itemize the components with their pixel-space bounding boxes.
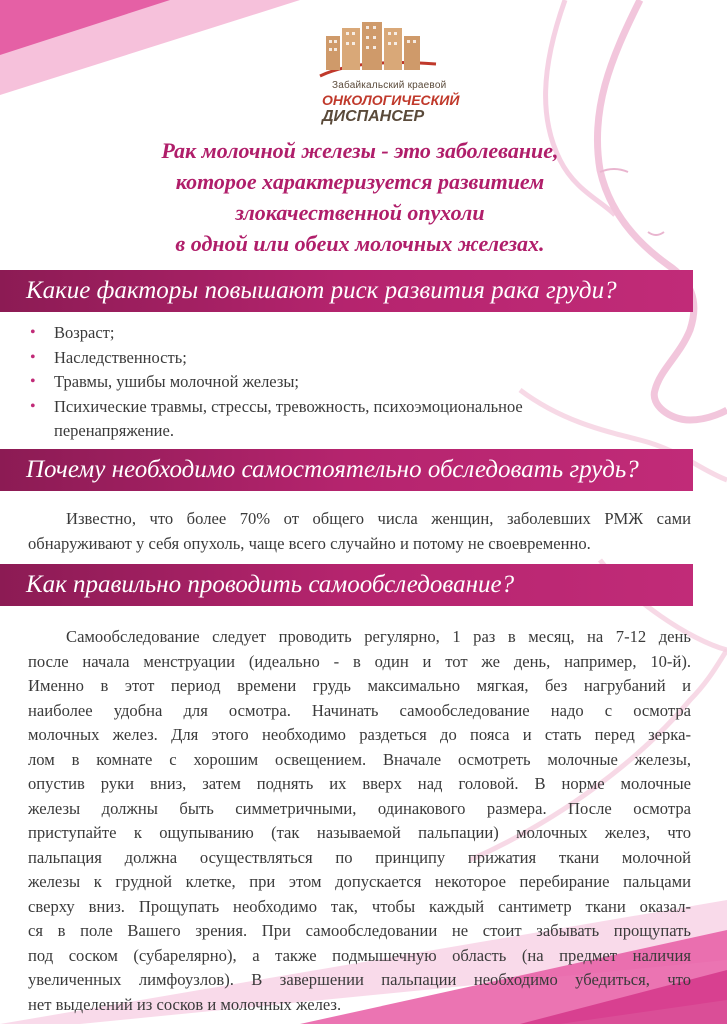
list-item-text: перенапряжение. <box>54 421 174 440</box>
logo-title-line2: ДИСПАНСЕР <box>322 108 425 125</box>
paragraph-line: опустив руки вниз, затем поднять их вверх над головой. В норме молочные <box>28 774 691 793</box>
paragraph-line: Известно, что более 70% от общего числа женщин, заболевших РМЖ сами <box>66 509 691 528</box>
intro-line: которое характеризуется развитием <box>175 169 545 194</box>
paragraph-line: железы должны быть симметричными, одинакового размера. После осмотра <box>28 798 691 818</box>
bullet-icon: • <box>30 373 36 390</box>
bullet-icon: • <box>30 348 36 366</box>
paragraph-line: молочных желез. Для этого необходимо раздеться до пояса и стать перед зерка- <box>28 725 691 744</box>
paragraph-line: нет выделений из сосков и молочных желез. <box>28 994 342 1014</box>
paragraph-line: после начала менструации (идеально - в один и тот же день, например, 10-й). <box>28 651 691 671</box>
section-heading-how-to-self-exam: Как правильно проводить самообследование? <box>0 564 693 606</box>
paragraph-line: сверху вниз. Прощупать необходимо так, чтобы каждый сантиметр ткани оказал- <box>28 896 691 916</box>
intro-line: Рак молочной железы - это заболевание, <box>161 138 559 163</box>
paragraph-line: обнаруживают у себя опухоль, чаще всего случайно и потому не своевременно. <box>28 533 591 553</box>
logo-subtitle: Забайкальский краевой <box>332 80 447 91</box>
building-icon <box>318 18 438 78</box>
list-item <box>28 321 668 346</box>
paragraph-line: приступайте к ощупыванию (так называемой пальпации) молочных желез, что <box>28 823 691 842</box>
paragraph-line: Именно в этот период времени грудь максимально мягкая, без нагрубаний и <box>28 676 691 695</box>
paragraph-line: ся в поле Вашего зрения. При самообследовании не стоит забывать прощупать <box>28 921 691 940</box>
how-to-self-exam-paragraph <box>28 625 691 1017</box>
section-heading-why-self-exam: Почему необходимо самостоятельно обследовать грудь? <box>0 449 693 491</box>
why-self-exam-paragraph <box>28 507 691 556</box>
list-item-continuation <box>28 419 668 444</box>
intro-line: в одной или обеих молочных железах. <box>175 231 545 256</box>
list-item-text: Возраст; <box>54 323 115 342</box>
intro-statement <box>60 135 660 259</box>
paragraph-line: лом в комнате с хорошим освещением. Вначале осмотреть молочные железы, <box>28 749 691 769</box>
section-heading-risk-factors: Какие факторы повышают риск развития рака груди? <box>0 270 693 312</box>
bullet-icon: • <box>30 324 36 341</box>
paragraph-line: наиболее удобна для осмотра. Начинать самообследование надо с осмотра <box>28 700 691 720</box>
logo <box>318 18 478 125</box>
paragraph-line: Самообследование следует проводить регулярно, 1 раз в месяц, на 7-12 день <box>66 627 691 646</box>
list-item <box>28 346 668 371</box>
paragraph-line: пальпация должна осуществляться по принципу прижатия ткани молочной <box>28 847 691 867</box>
paragraph-line: под соском (субарелярно), а также подмышечную область (на предмет наличия <box>28 945 691 965</box>
list-item <box>28 395 668 420</box>
logo-title-line1: ОНКОЛОГИЧЕСКИЙ <box>322 92 460 108</box>
list-item-text: Травмы, ушибы молочной железы; <box>54 372 300 391</box>
paragraph-line: железы к грудной клетке, при этом допускается некоторое перебирание пальцами <box>28 872 691 891</box>
list-item <box>28 370 668 395</box>
intro-line: злокачественной опухоли <box>235 200 485 225</box>
bullet-icon: • <box>30 397 36 415</box>
list-item-text: Наследственность; <box>54 347 187 367</box>
risk-factors-list <box>28 321 668 444</box>
paragraph-line: увеличенных лимфоузлов). В завершении пальпации необходимо убедиться, что <box>28 970 691 989</box>
list-item-text: Психические травмы, стрессы, тревожность, психоэмоциональное <box>54 396 523 416</box>
